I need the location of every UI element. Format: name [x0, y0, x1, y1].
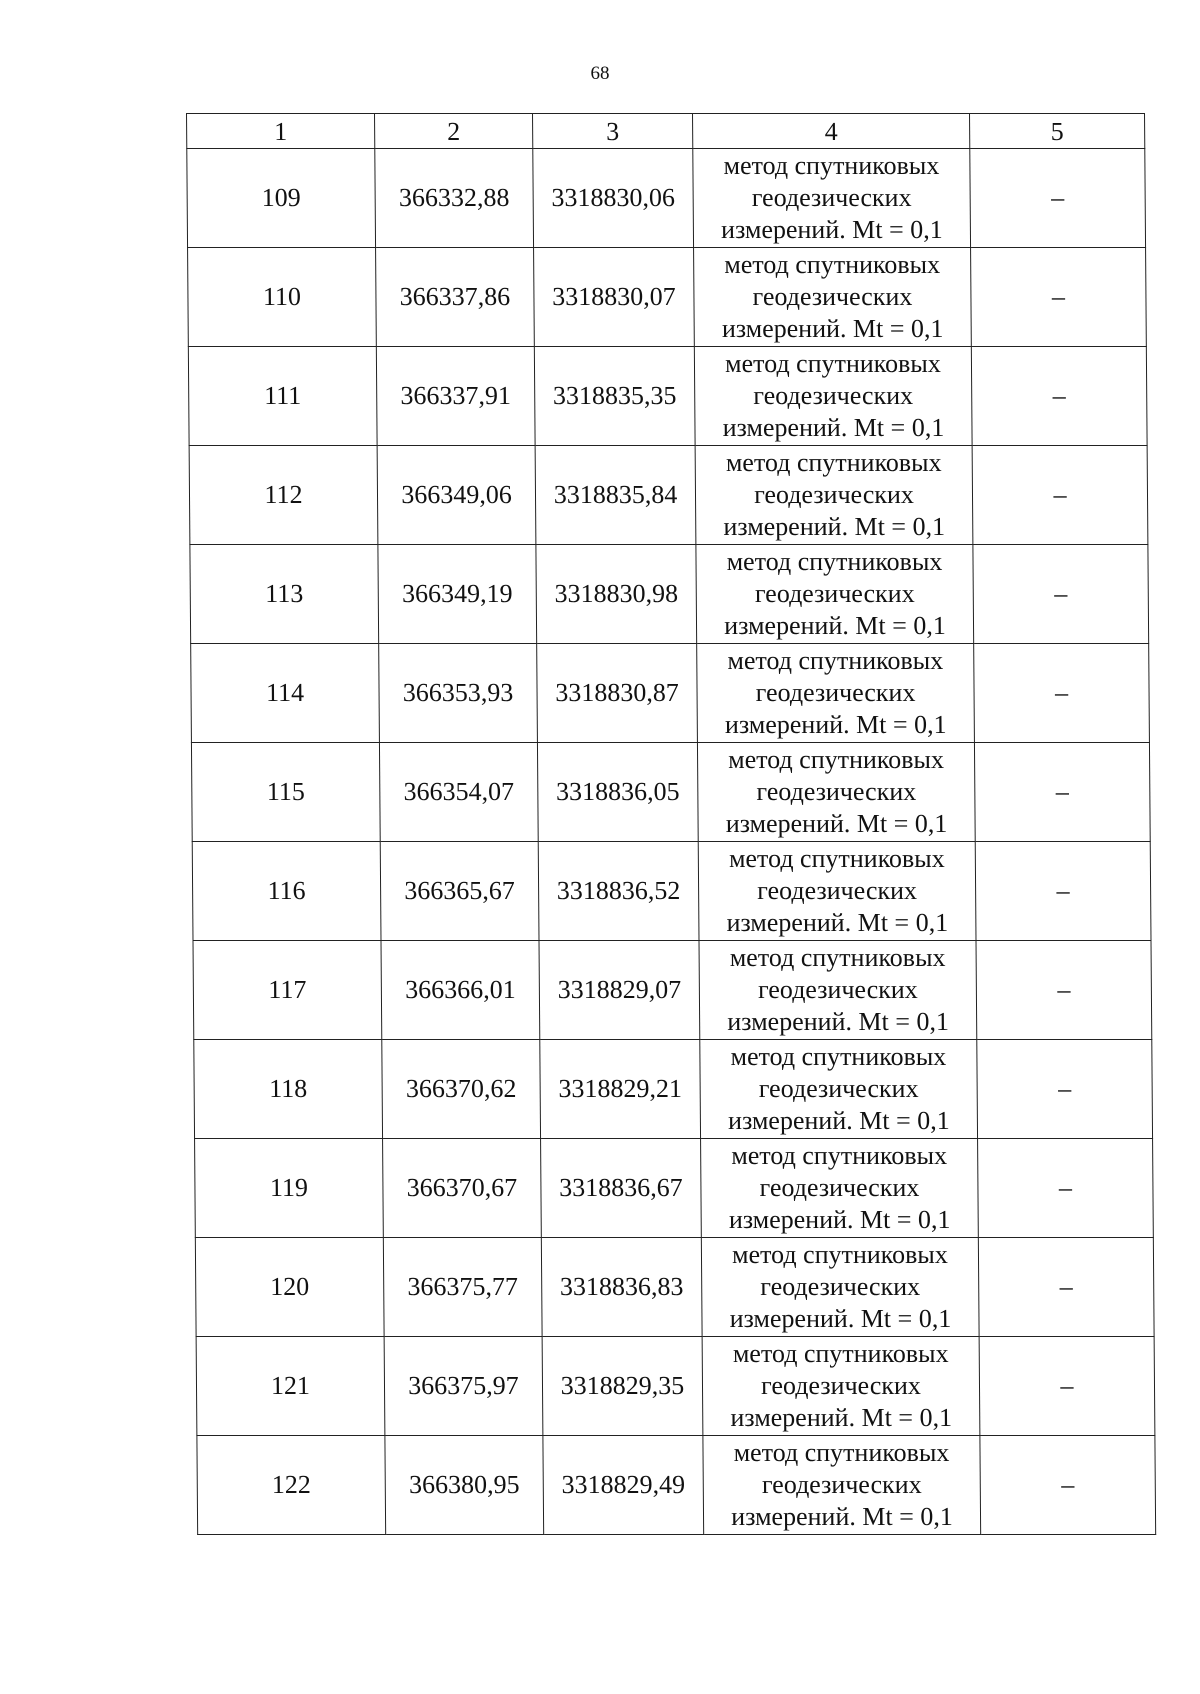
coordinate-x-cell: 366366,01 [381, 941, 540, 1040]
method-line: геодезических [757, 975, 918, 1004]
point-number-cell: 116 [192, 842, 381, 941]
coordinate-x-cell: 366349,06 [377, 446, 536, 545]
coordinate-x-cell: 366365,67 [380, 842, 539, 941]
point-number-cell: 111 [188, 347, 377, 446]
method-cell [693, 149, 971, 248]
coordinate-y-cell: 3318830,07 [534, 248, 695, 347]
table-row [188, 347, 1147, 446]
method-line: измерений. Mt = 0,1 [723, 512, 946, 541]
method-line: измерений. Mt = 0,1 [722, 413, 945, 442]
coordinate-x-cell: 366337,91 [376, 347, 535, 446]
method-line: метод спутниковых [724, 250, 941, 279]
method-cell [702, 1337, 980, 1436]
coordinate-y-cell: 3318830,87 [537, 644, 698, 743]
method-line: геодезических [761, 1371, 921, 1400]
coordinate-y-cell: 3318829,21 [540, 1040, 701, 1139]
method-cell [694, 248, 972, 347]
method-line: геодезических [761, 1470, 922, 1499]
coordinates-table [186, 113, 1156, 1535]
method-cell [694, 347, 972, 446]
note-cell: – [979, 1337, 1155, 1436]
coordinate-y-cell: 3318836,05 [537, 743, 698, 842]
note-cell: – [971, 248, 1147, 347]
method-cell [701, 1238, 979, 1337]
point-number-cell: 118 [194, 1040, 383, 1139]
point-number-cell: 110 [188, 248, 377, 347]
method-cell [699, 941, 977, 1040]
method-line: измерений. Mt = 0,1 [726, 908, 949, 937]
method-line: измерений. Mt = 0,1 [728, 1205, 951, 1234]
point-number-cell: 112 [189, 446, 378, 545]
method-cell [701, 1139, 979, 1238]
table-row [197, 1436, 1156, 1535]
coordinate-x-cell: 366375,77 [383, 1238, 542, 1337]
column-header-2: 2 [375, 114, 533, 149]
column-header-3: 3 [533, 114, 693, 149]
table-row [194, 1040, 1153, 1139]
note-cell: – [977, 1040, 1153, 1139]
coordinate-x-cell: 366349,19 [378, 545, 537, 644]
note-cell: – [978, 1139, 1154, 1238]
header-row [187, 114, 1145, 149]
table-header [187, 114, 1145, 149]
coordinate-x-cell: 366332,88 [375, 149, 534, 248]
table-row [195, 1139, 1154, 1238]
table-row [187, 149, 1146, 248]
point-number-cell: 121 [196, 1337, 385, 1436]
coordinate-y-cell: 3318829,35 [542, 1337, 703, 1436]
note-cell: – [973, 545, 1149, 644]
method-line: измерений. Mt = 0,1 [731, 1502, 953, 1531]
method-line: метод спутниковых [726, 547, 943, 576]
note-cell: – [971, 347, 1147, 446]
method-line: геодезических [758, 1074, 919, 1103]
coordinate-x-cell: 366354,07 [379, 743, 538, 842]
column-header-4: 4 [693, 114, 970, 149]
method-cell [696, 545, 974, 644]
method-line: геодезических [754, 579, 915, 608]
note-cell: – [974, 743, 1150, 842]
method-line: метод спутниковых [723, 151, 940, 180]
coordinate-x-cell: 366370,67 [383, 1139, 542, 1238]
method-line: метод спутниковых [731, 1141, 948, 1170]
method-line: геодезических [755, 678, 916, 707]
table-row [195, 1238, 1154, 1337]
table-row [190, 545, 1149, 644]
method-line: метод спутниковых [727, 646, 944, 675]
method-cell [703, 1436, 981, 1535]
method-line: геодезических [759, 1173, 920, 1202]
coordinate-x-cell: 366337,86 [376, 248, 535, 347]
method-line: метод спутниковых [728, 844, 945, 873]
coordinate-x-cell: 366370,62 [382, 1040, 541, 1139]
table-row [191, 743, 1150, 842]
method-line: метод спутниковых [732, 1339, 949, 1368]
point-number-cell: 122 [197, 1436, 386, 1535]
coordinate-y-cell: 3318829,07 [539, 941, 700, 1040]
method-line: измерений. Mt = 0,1 [730, 1403, 953, 1432]
table-row [191, 644, 1150, 743]
method-line: измерений. Mt = 0,1 [720, 215, 943, 244]
coordinate-y-cell: 3318835,84 [535, 446, 696, 545]
coordinate-y-cell: 3318836,52 [538, 842, 699, 941]
method-line: метод спутниковых [724, 349, 941, 378]
coordinate-y-cell: 3318835,35 [534, 347, 695, 446]
method-line: метод спутниковых [725, 448, 942, 477]
coordinate-x-cell: 366380,95 [385, 1436, 544, 1535]
note-cell: – [980, 1436, 1156, 1535]
coordinate-y-cell: 3318830,98 [536, 545, 697, 644]
method-line: измерений. Mt = 0,1 [729, 1304, 952, 1333]
method-line: геодезических [752, 282, 913, 311]
point-number-cell: 113 [190, 545, 379, 644]
note-cell: – [976, 941, 1152, 1040]
note-cell: – [970, 149, 1146, 248]
note-cell: – [975, 842, 1151, 941]
method-line: геодезических [753, 381, 914, 410]
method-line: геодезических [754, 480, 914, 509]
method-line: измерений. Mt = 0,1 [727, 1106, 950, 1135]
point-number-cell: 120 [195, 1238, 384, 1337]
column-header-5: 5 [970, 114, 1145, 149]
method-cell [697, 644, 975, 743]
table-row [188, 248, 1147, 347]
method-line: измерений. Mt = 0,1 [725, 809, 948, 838]
note-cell: – [972, 446, 1148, 545]
point-number-cell: 119 [195, 1139, 384, 1238]
method-line: геодезических [760, 1272, 921, 1301]
coordinate-y-cell: 3318836,83 [541, 1238, 702, 1337]
table-row [193, 941, 1152, 1040]
method-line: метод спутниковых [733, 1438, 950, 1467]
method-line: метод спутниковых [730, 1042, 947, 1071]
coordinate-x-cell: 366375,97 [384, 1337, 543, 1436]
method-line: метод спутниковых [731, 1240, 948, 1269]
method-cell [698, 842, 976, 941]
method-line: измерений. Mt = 0,1 [724, 710, 947, 739]
note-cell: – [978, 1238, 1154, 1337]
coordinate-y-cell: 3318829,49 [543, 1436, 704, 1535]
page-number: 68 [590, 63, 610, 84]
table-row [189, 446, 1148, 545]
method-line: геодезических [756, 777, 917, 806]
coordinate-x-cell: 366353,93 [379, 644, 538, 743]
point-number-cell: 115 [191, 743, 380, 842]
method-line: измерений. Mt = 0,1 [727, 1007, 950, 1036]
method-line: измерений. Mt = 0,1 [721, 314, 944, 343]
method-cell [697, 743, 975, 842]
point-number-cell: 114 [191, 644, 380, 743]
method-line: измерений. Mt = 0,1 [724, 611, 946, 640]
table-body [187, 149, 1156, 1535]
method-line: метод спутниковых [729, 943, 946, 972]
method-line: геодезических [757, 876, 918, 905]
note-cell: – [974, 644, 1150, 743]
coordinate-y-cell: 3318830,06 [533, 149, 694, 248]
point-number-cell: 117 [193, 941, 382, 1040]
column-header-1: 1 [187, 114, 375, 149]
coordinates-table-container [186, 113, 1155, 1535]
method-cell [700, 1040, 978, 1139]
method-line: геодезических [751, 183, 912, 212]
method-line: метод спутниковых [728, 745, 945, 774]
table-row [192, 842, 1151, 941]
coordinate-y-cell: 3318836,67 [541, 1139, 702, 1238]
point-number-cell: 109 [187, 149, 376, 248]
table-row [196, 1337, 1155, 1436]
method-cell [695, 446, 973, 545]
